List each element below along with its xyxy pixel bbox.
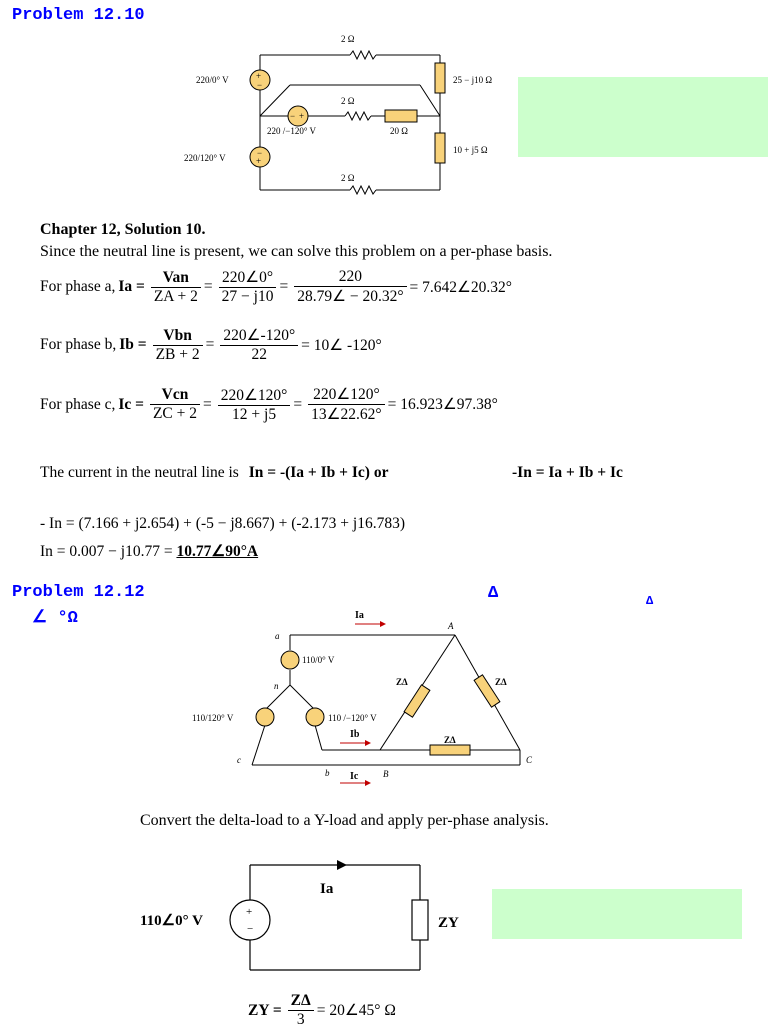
svg-text:+: + (299, 111, 305, 121)
svg-text:+: + (256, 156, 262, 166)
solution-intro: Since the neutral line is present, we can solve this problem on a per-phase basis. (40, 243, 553, 260)
source-a-label: 220/0° V (196, 75, 229, 85)
svg-text:Ib: Ib (350, 729, 360, 740)
source-c-label: 220/120° V (184, 153, 226, 163)
circuit-diagram-12-10 (180, 30, 510, 200)
svg-text:−: − (247, 923, 254, 935)
impedance-c-label: 10 + j5 Ω (453, 145, 488, 155)
impedance-a-label: 25 − j10 Ω (453, 75, 493, 85)
problem-12-12-title: Problem 12.12 (12, 583, 145, 602)
svg-text:ZΔ: ZΔ (444, 735, 456, 745)
delta-mark-1: Δ (488, 584, 499, 603)
svg-text:ZΔ: ZΔ (396, 677, 408, 687)
svg-text:+: + (246, 906, 253, 918)
svg-text:C: C (526, 755, 533, 765)
svg-text:−: − (257, 148, 263, 158)
convert-text: Convert the delta-load to a Y-load and apply per-phase analysis. (140, 812, 549, 829)
svg-text:c: c (237, 755, 241, 765)
answer-highlight-box-1 (518, 77, 768, 157)
phase-b-equation: For phase b, Ib = $\frac{\text{Vbn}}{ZB + 2}$ = $\frac{220\angle-120^\circ}{22}$ = 10∠ -120° (40, 326, 382, 363)
svg-text:ZY: ZY (438, 915, 459, 931)
svg-text:110/120° V: 110/120° V (192, 713, 234, 723)
source-b-label: 220 /−120° V (267, 126, 317, 136)
solution-heading: Chapter 12, Solution 10. (40, 221, 206, 238)
zy-equation: ZY = $\frac{Z\Delta}{3}$ = 20∠45° Ω (248, 992, 396, 1028)
svg-text:b: b (325, 768, 330, 778)
neutral-line-text: The current in the neutral line is In = -(Ia + Ib + Ic) or (40, 464, 389, 481)
svg-text:110 /−120° V: 110 /−120° V (328, 713, 377, 723)
problem-12-10-title: Problem 12.10 (12, 6, 145, 25)
circuit-diagram-12-12 (190, 605, 540, 790)
single-phase-circuit (140, 855, 480, 975)
resistor-mid-label: 2 Ω (341, 96, 355, 106)
svg-text:n: n (274, 681, 279, 691)
neutral-sum-line: - In = (7.166 + j2.654) + (-5 − j8.667) + (-2.173 + j16.783) (40, 515, 405, 532)
phase-c-equation: For phase c, Ic = $\frac{\text{Vcn}}{ZC + 2}$ = $\frac{220\angle 120^\circ}{12 + j5}$ = $\frac{220\angle 120^\circ}{13\angle 22.62^\circ}$ = 16.923∠97.38° (40, 386, 498, 423)
svg-text:a: a (275, 631, 280, 641)
svg-text:Ia: Ia (320, 881, 334, 897)
svg-text:+: + (256, 71, 262, 81)
neutral-current-answer: 10.77∠90°A (176, 543, 259, 560)
svg-text:−: − (290, 111, 296, 121)
svg-text:B: B (383, 769, 389, 779)
resistor-top-label: 2 Ω (341, 34, 355, 44)
svg-text:ZΔ: ZΔ (495, 677, 507, 687)
phase-a-equation: For phase a, Ia = $\frac{\text{Van}}{ZA + 2}$ = $\frac{220\angle 0^\circ}{27 - j10}$ = $\frac{220}{28.79\angle - 20.32^\circ}$ = 7.642∠20.32° (40, 268, 513, 305)
svg-text:110∠0° V: 110∠0° V (140, 913, 203, 929)
answer-highlight-box-2 (492, 889, 742, 939)
resistor-20-label: 20 Ω (390, 126, 408, 136)
svg-text:−: − (257, 80, 263, 90)
svg-text:110/0° V: 110/0° V (302, 655, 335, 665)
resistor-bottom-label: 2 Ω (341, 173, 355, 183)
svg-text:A: A (448, 621, 454, 631)
svg-text:Ia: Ia (355, 610, 364, 621)
svg-text:Ic: Ic (350, 771, 359, 782)
neutral-current-line: In = 0.007 − j10.77 = 10.77∠90°A (40, 543, 259, 560)
delta-mark-2: Δ (646, 594, 654, 608)
angle-fragment: ∠ °Ω (32, 609, 78, 628)
neutral-line-eq2: -In = Ia + Ib + Ic (512, 464, 623, 481)
